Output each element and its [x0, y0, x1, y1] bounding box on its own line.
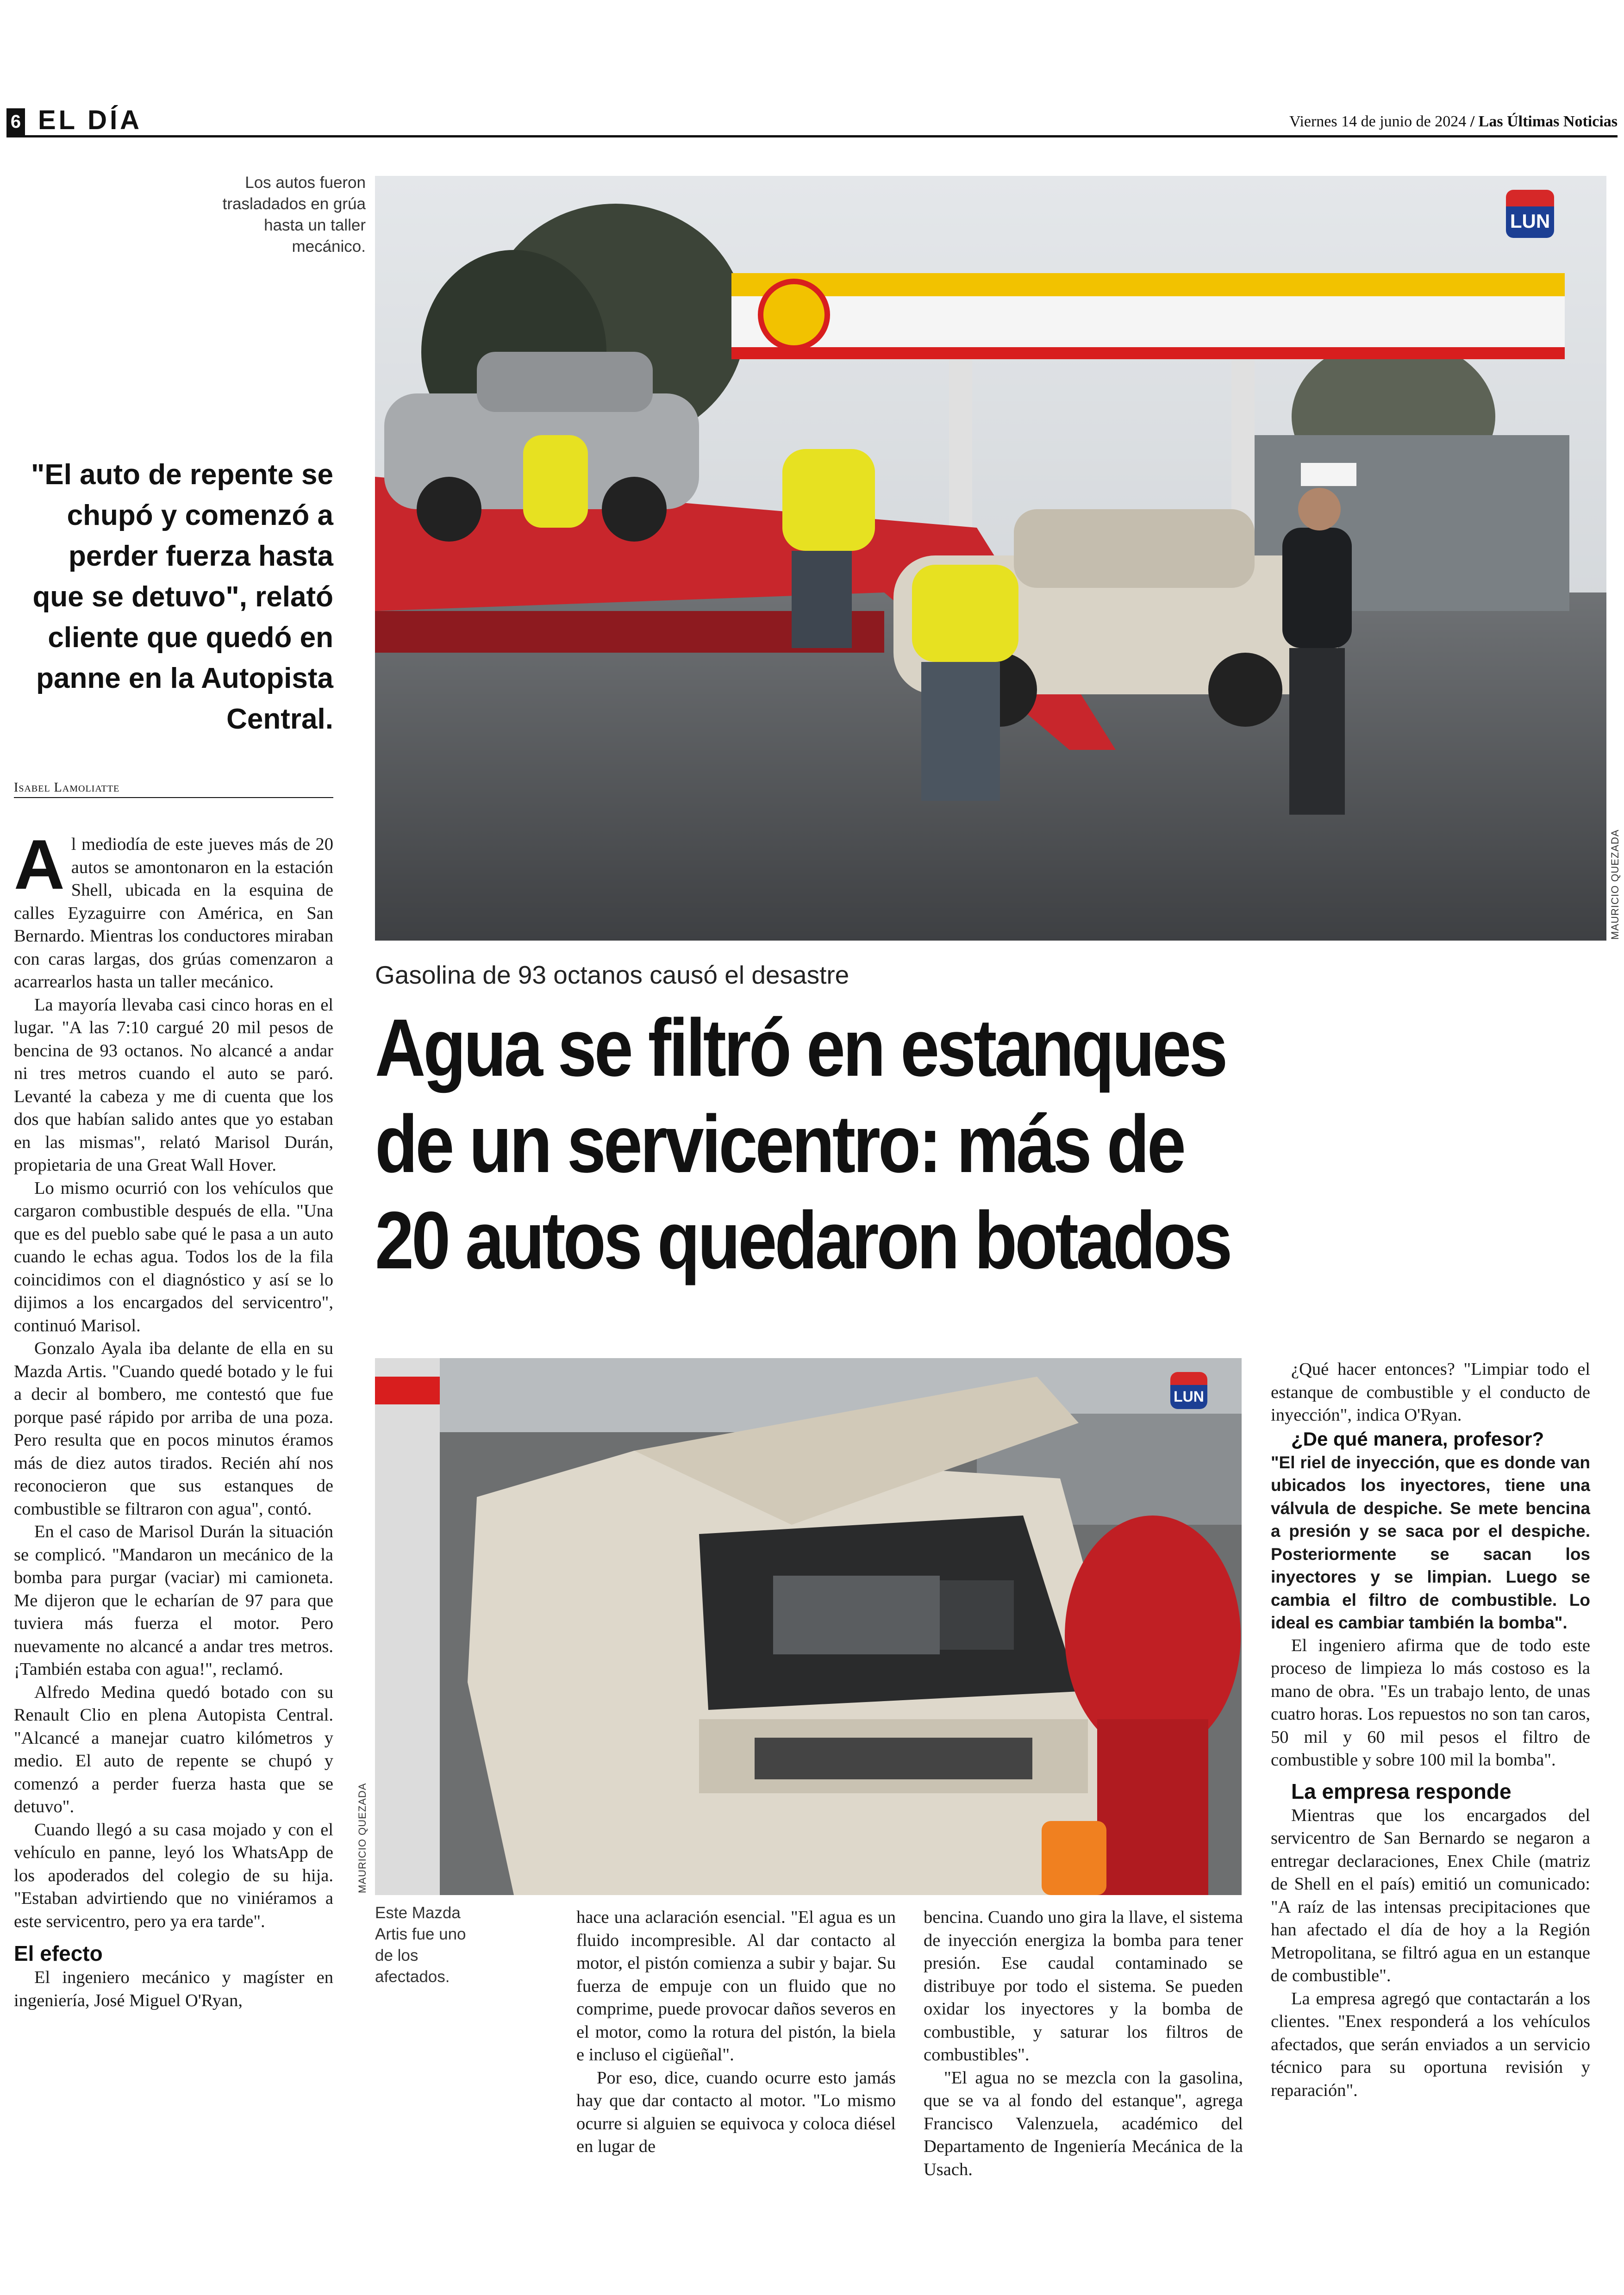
article-column-3: [924, 1906, 1243, 2181]
paragraph: "El agua no se mezcla con la gasolina, que se va al fondo del estanque", agrega Francisco Valenzuela, académico del Departamento de Ingeniería Mecánica de la Usach.: [924, 2068, 1243, 2179]
dateline-separator: /: [1470, 113, 1475, 130]
paragraph: Cuando llegó a su casa mojado y con el vehículo en panne, leyó los WhatsApp de los apoderados del colegio de su hija. "Estaban advirtiendo que no viniéramos a este servicentro, pero ya era tarde".: [14, 1820, 333, 1931]
question-subhead: ¿De qué manera, profesor?: [1291, 1428, 1544, 1450]
header-rule: [6, 135, 1618, 137]
headline: [375, 1000, 1230, 1289]
paragraph: En el caso de Marisol Durán la situación se complicó. "Mandaron un mecánico de la bomba para purgar (vaciar) mi camioneta. Me dijeron que le echarían de 97 para que tuviera más fuerza el motor. Pero nuevamente no alcancé a andar tres metros. ¡También estaba con agua!", reclamó.: [14, 1522, 333, 1679]
lun-logo-badge-2: LUN: [1170, 1372, 1207, 1409]
lun-logo-badge: LUN: [1506, 190, 1554, 238]
paragraph: El ingeniero afirma que de todo este proceso de limpieza lo más costoso es la mano de obra. "Es un trabajo lento, de unas cuatro horas. Los repuestos no son tan caros, 50 mil y 60 mil pesos el filtro de combustible y sobre 100 mil la bomba".: [1271, 1635, 1590, 1770]
subhead-la-empresa-responde: La empresa responde: [1291, 1779, 1512, 1803]
byline: Isabel Lamoliatte: [14, 780, 333, 798]
dateline: [1289, 113, 1618, 131]
paragraph: Por eso, dice, cuando ocurre esto jamás hay que dar contacto al motor. "Lo mismo ocurre si alguien se equivoca y coloca diésel en lugar de: [576, 2068, 896, 2156]
headline-line-3: 20 autos quedaron botados: [375, 1195, 1230, 1286]
paragraph: Mientras que los encargados del servicentro de San Bernardo se negaron a entregar declaraciones, Enex Chile (matriz de Shell en el país) emitió un comunicado: "A raíz de las intensas precipitaciones que han afectado el día de hoy a la Región Metropolitana, se filtró agua en un estanque de combustible".: [1271, 1805, 1590, 1985]
headline-line-2: de un servicentro: más de: [375, 1099, 1184, 1190]
second-photo-credit: MAURICIO QUEZADA: [356, 1783, 368, 1893]
second-photo: [375, 1358, 1242, 1895]
paragraph: La empresa agregó que contactarán a los clientes. "Enex responderá a los vehículos afectados, que serán enviados a un servicio técnico para su oportuna revisión y reparación".: [1271, 1989, 1590, 2100]
paragraph: bencina. Cuando uno gira la llave, el sistema de inyección energiza la bomba para tener presión. Ese caudal contaminado se distribuye por todo el sistema. Se pueden oxidar los inyectores y la bomba de combustible, y saturar los filtros de combustibles".: [924, 1908, 1243, 2064]
issue-date: Viernes 14 de junio de 2024: [1289, 113, 1467, 130]
article-column-1: [14, 825, 333, 2012]
drop-cap: A: [14, 825, 65, 904]
paragraph: El ingeniero mecánico y magíster en ingeniería, José Miguel O'Ryan,: [14, 1968, 333, 2010]
top-photo: [375, 176, 1606, 941]
section-title: EL DÍA: [38, 105, 143, 135]
paragraph: Al mediodía de este jueves más de 20 autos se amontonaron en la estación Shell, ubicada en la esquina de calles Eyzaguirre con América, en San Bernardo. Mientras los conductores miraban con caras largas, dos grúas comenzaron a acarrearlos hasta un taller mecánico.: [14, 825, 333, 992]
paragraph: Alfredo Medina quedó botado con su Renault Clio en plena Autopista Central. "Alcancé a manejar cuatro kilómetros y medio. El auto de repente se chupó y comenzó a perder fuerza hasta que se detuvo".: [14, 1682, 333, 1816]
paragraph: Gonzalo Ayala iba delante de ella en su Mazda Artis. "Cuando quedé botado y le fui a decir al bombero, me contestó que fue porque pasé rápido por arriba de una poza. Pero resulta que en pocos minutos éramos más de diez autos tirados. Recién ahí nos reconocieron que sus estanques de combustible se filtraron con agua", contó.: [14, 1339, 333, 1519]
paragraph: Lo mismo ocurrió con los vehículos que cargaron combustible después de ella. "Una que es del pueblo sabe qué le pasa a un auto cuando le echas agua. Todos los de la fila coincidimos con el diagnóstico y así se lo dijimos a los encargados del servicentro", continuó Marisol.: [14, 1178, 333, 1335]
headline-line-1: Agua se filtró en estanques: [375, 1003, 1226, 1093]
kicker: Gasolina de 93 octanos causó el desastre: [375, 960, 849, 989]
paragraph: hace una aclaración esencial. "El agua es un fluido incompresible. Al dar contacto al motor, el pistón comienza a subir y bajar. Su fuerza de empuje con un fluido que no comprime, puede provocar daños severos en el motor, como la rotura del pistón, la biela e incluso el cigüeñal".: [576, 1908, 896, 2064]
top-photo-credit: MAURICIO QUEZADA: [1609, 829, 1621, 940]
paragraph: La mayoría llevaba casi cinco horas en el lugar. "A las 7:10 cargué 20 mil pesos de bencina de 93 octanos. No alcancé a andar ni tres metros cuando el auto se paró. Levanté la cabeza y me di cuenta que los dos que habían salido antes que yo estaban en las mismas", relató Marisol Durán, propietaria de una Great Wall Hover.: [14, 995, 333, 1175]
top-photo-caption: Los autos fueron trasladados en grúa hasta un taller mecánico.: [222, 174, 366, 256]
publication-name: Las Últimas Noticias: [1478, 113, 1618, 130]
article-column-4: [1271, 1358, 1590, 2102]
tow-truck-scene-illustration: [375, 176, 1606, 941]
subhead-el-efecto: El efecto: [14, 1941, 103, 1965]
mazda-engine-illustration: [375, 1358, 1242, 1895]
article-column-2: [576, 1906, 896, 2158]
paragraph: ¿Qué hacer entonces? "Limpiar todo el estanque de combustible y el conducto de inyección", indica O'Ryan.: [1271, 1360, 1590, 1425]
answer-paragraph: "El riel de inyección, que es donde van ubicados los inyectores, tiene una válvula de despiche. Se mete bencina a presión y se saca por el despiche. Posteriormente se sacan los inyectores y se limpian. Luego se cambia el filtro de combustible. Lo ideal es cambiar también la bomba".: [1271, 1453, 1590, 1632]
second-photo-caption: Este Mazda Artis fue uno de los afectados.: [375, 1904, 466, 1986]
page-number: 6: [6, 108, 25, 135]
pull-quote: "El auto de repente se chupó y comenzó a perder fuerza hasta que se detuvo", relató cliente que quedó en panne en la Autopista Central.: [31, 459, 333, 735]
